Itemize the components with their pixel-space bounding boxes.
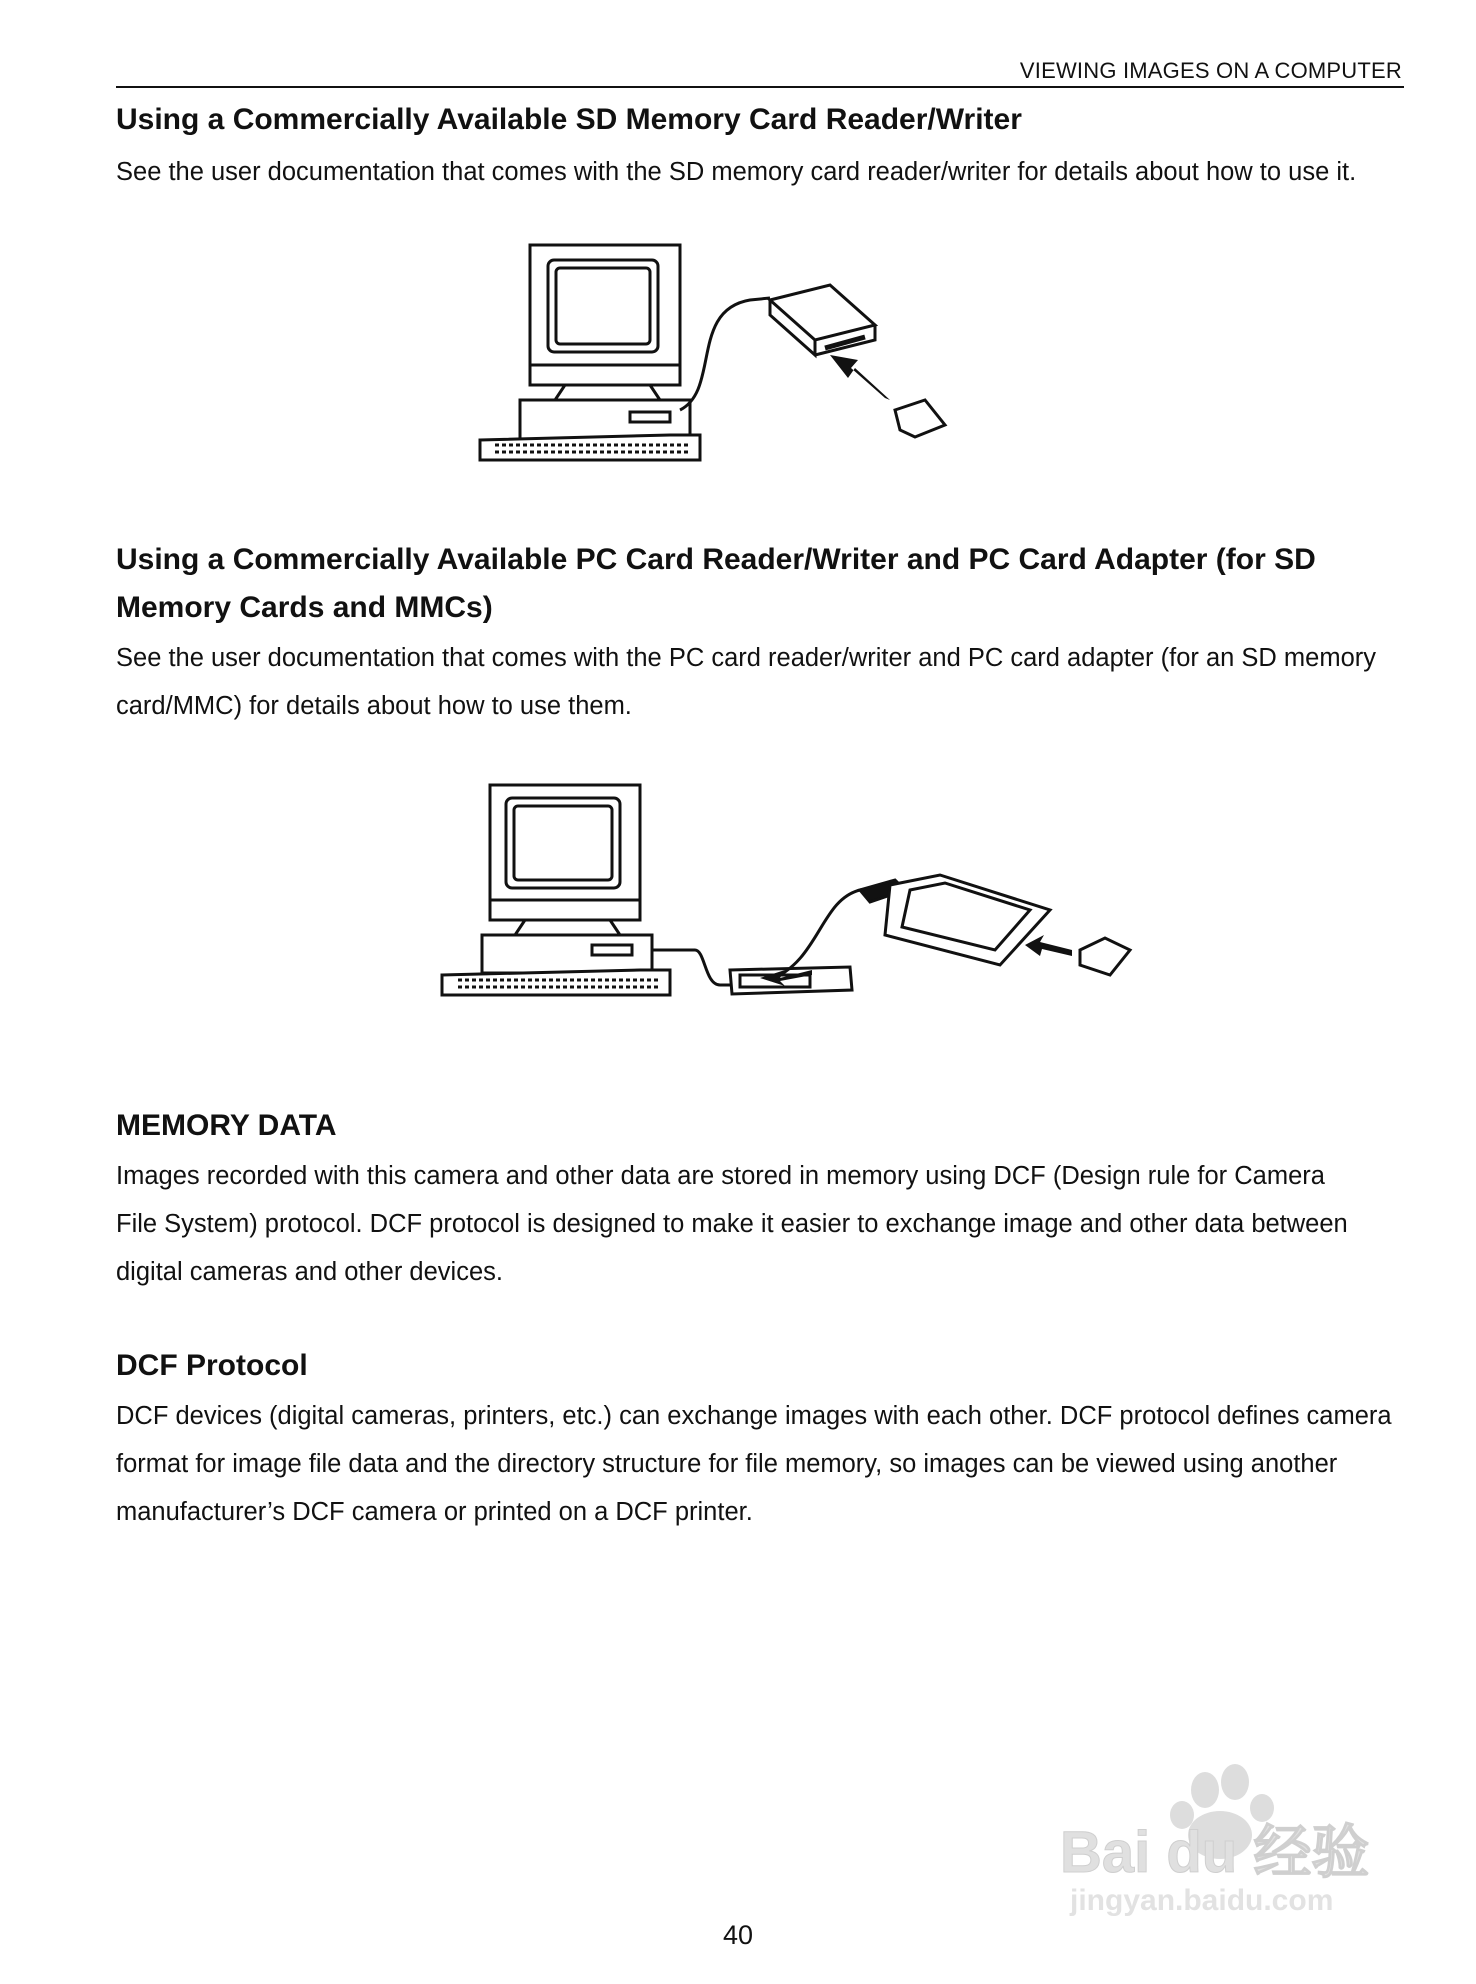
pc-card-illustration: [440, 780, 1160, 1010]
section-heading-dcf-protocol: DCF Protocol: [116, 1349, 308, 1382]
watermark-brand: Bai du 经验: [1060, 1820, 1370, 1885]
section-body-pc-card: See the user documentation that comes with the PC card reader/writer and PC card adapter (for an SD memory card/MMC) for details about how to use them.: [116, 644, 1377, 720]
section-body-dcf-protocol: DCF devices (digital cameras, printers, etc.) can exchange images with each other. DCF protocol defines camera format for image file data and the directory structure for file memory, so images can be viewed using another manufacturer’s DCF camera or printed on a DCF printer.: [116, 1402, 1392, 1526]
page-number: 40: [722, 1920, 754, 1950]
section-heading-sd-reader: Using a Commercially Available SD Memory Card Reader/Writer: [116, 103, 1022, 136]
section-heading-pc-card: Using a Commercially Available PC Card Reader/Writer and PC Card Adapter (for SD Memory Cards and MMCs): [116, 543, 1316, 624]
running-head: VIEWING IMAGES ON A COMPUTER: [1019, 58, 1402, 83]
sd-reader-illustration: [470, 240, 990, 470]
baidu-watermark: [1050, 1760, 1390, 1920]
section-body-sd-reader: See the user documentation that comes with the SD memory card reader/writer for details about how to use it.: [116, 158, 1357, 186]
watermark-url: jingyan.baidu.com: [1070, 1884, 1334, 1917]
section-heading-memory-data: MEMORY DATA: [116, 1109, 337, 1142]
header-rule: [116, 86, 1404, 88]
section-body-memory-data: Images recorded with this camera and other data are stored in memory using DCF (Design rule for Camera File System) protocol. DCF protocol is designed to make it easier to exchange image and other data between digital cameras and other devices.: [116, 1162, 1348, 1286]
